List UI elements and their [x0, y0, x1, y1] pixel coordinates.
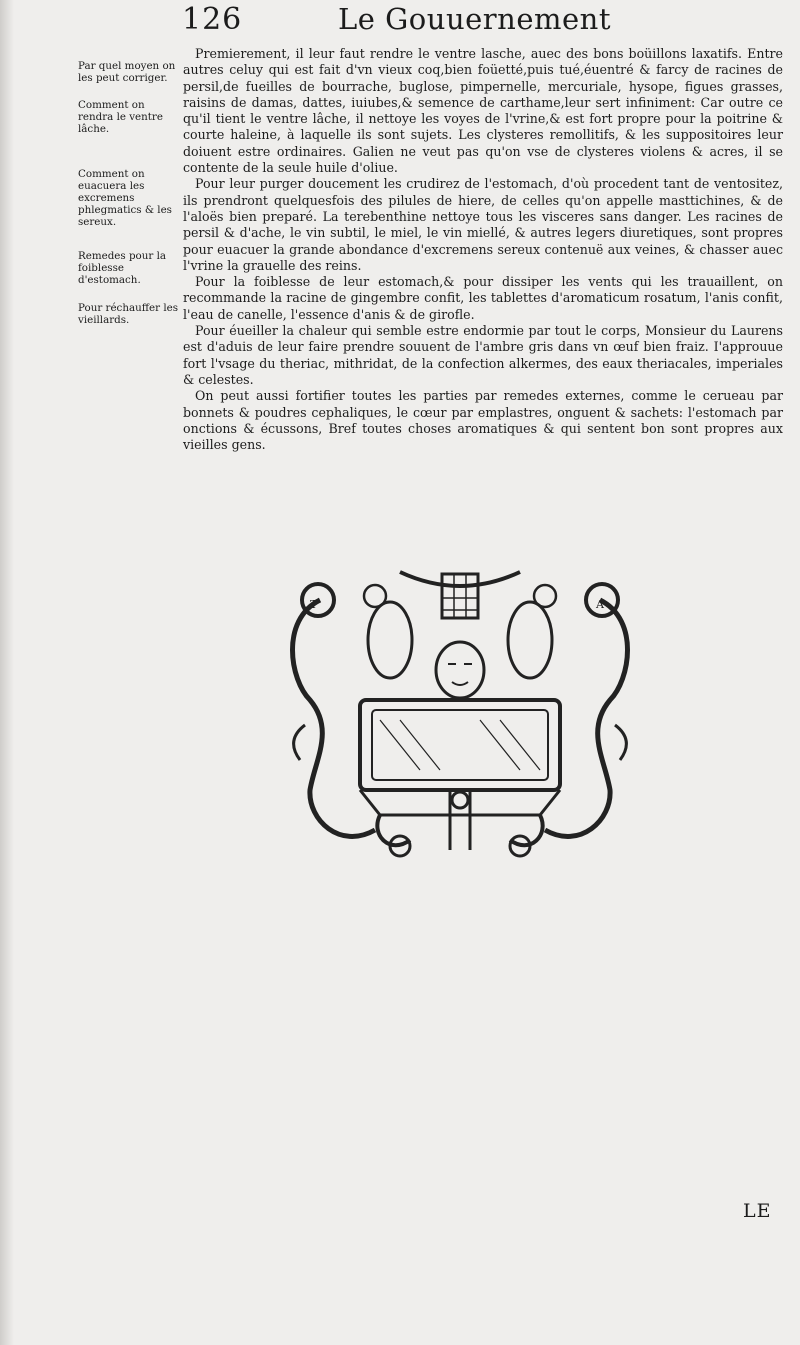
paragraph: Pour éueiller la chaleur qui semble estre endormie par tout le corps, Monsieur du Laurens est d'aduis de leur faire prendre souuent de l'ambre gris dans vn œuf bien fraiz. I'approuue fort l'vsage du theriac, mithridat, de la confection alkermes, des eaux theriacales, imperiales & celestes. [183, 323, 783, 387]
margin-note-4: Remedes pour la foiblesse d'estomach. [78, 250, 166, 286]
margin-note-1: Par quel moyen on les peut corriger. [78, 60, 176, 84]
paragraph: Pour la foiblesse de leur estomach,& pour dissiper les vents qui les trauaillent, on recommande la racine de gingembre confit, les tablettes d'aromaticum rosatum, l'anis confit, l'eau de canelle, l'essence d'anis & de girofle. [183, 274, 783, 322]
engraved-ornament [280, 560, 640, 860]
catchword: LE [743, 1200, 772, 1222]
paragraph: Pour leur purger doucement les crudirez de l'estomach, d'où procedent tant de ventositez, ils prendront quelquesfois des pilules de hiere, de celles qu'on appelle masttichines, & de l'aloës bien preparé. La terebenthine nettoye tous les visceres sans danger. Les racines de persil & d'ache, le vin subtil, le miel, le vin miellé, & autres legers diuretiques, sont propres pour euacuer la grande abondance d'excremens sereux contenuë aux veines, & chasser auec l'vrine la grauelle des reins. [183, 176, 783, 273]
running-title: Le Gouuernement [338, 2, 611, 36]
gutter-shadow [0, 0, 14, 1345]
ornament-letter-a: A [596, 598, 604, 611]
page-number: 126 [182, 2, 243, 37]
paragraph: On peut aussi fortifier toutes les parties par remedes externes, comme le cerueau par bonnets & poudres cephaliques, le cœur par emplastres, onguent & sachets: l'estomach par onctions & écussons, Bref toutes choses aromatiques & qui sentent bon sont propres aux vieilles gens. [183, 388, 783, 453]
margin-note-5: Pour réchauffer les vieillards. [78, 302, 178, 326]
ornament-letter-t: T [310, 598, 318, 611]
body-text [183, 46, 783, 453]
margin-note-3: Comment on euacuera les excremens phlegmatics & les sereux. [78, 168, 172, 228]
margin-note-2: Comment on rendra le ventre lâche. [78, 99, 163, 135]
paragraph: Premierement, il leur faut rendre le ventre lasche, auec des bons boüillons laxatifs. Entre autres celuy qui est fait d'vn vieux coq,bien foüetté,puis tué,éuentré & farcy de racines de persil,de fueilles de bourrache, buglose, pimpernelle, mercuriale, hysope, figues grasses, raisins de damas, dattes, iuiubes,& semence de carthame,leur sert infiniment: Car outre ce qu'il tient le ventre lâche, il nettoye les voyes de l'vrine,& est fort propre pour la poitrine & courte haleine, à laquelle ils sont sujets. Les clysteres remollitifs, & les suppositoires leur doiuent estre ordinaires. Galien ne veut pas qu'on vse de clysteres violens & acres, il se contente de la seule huile d'oliue. [183, 46, 783, 176]
